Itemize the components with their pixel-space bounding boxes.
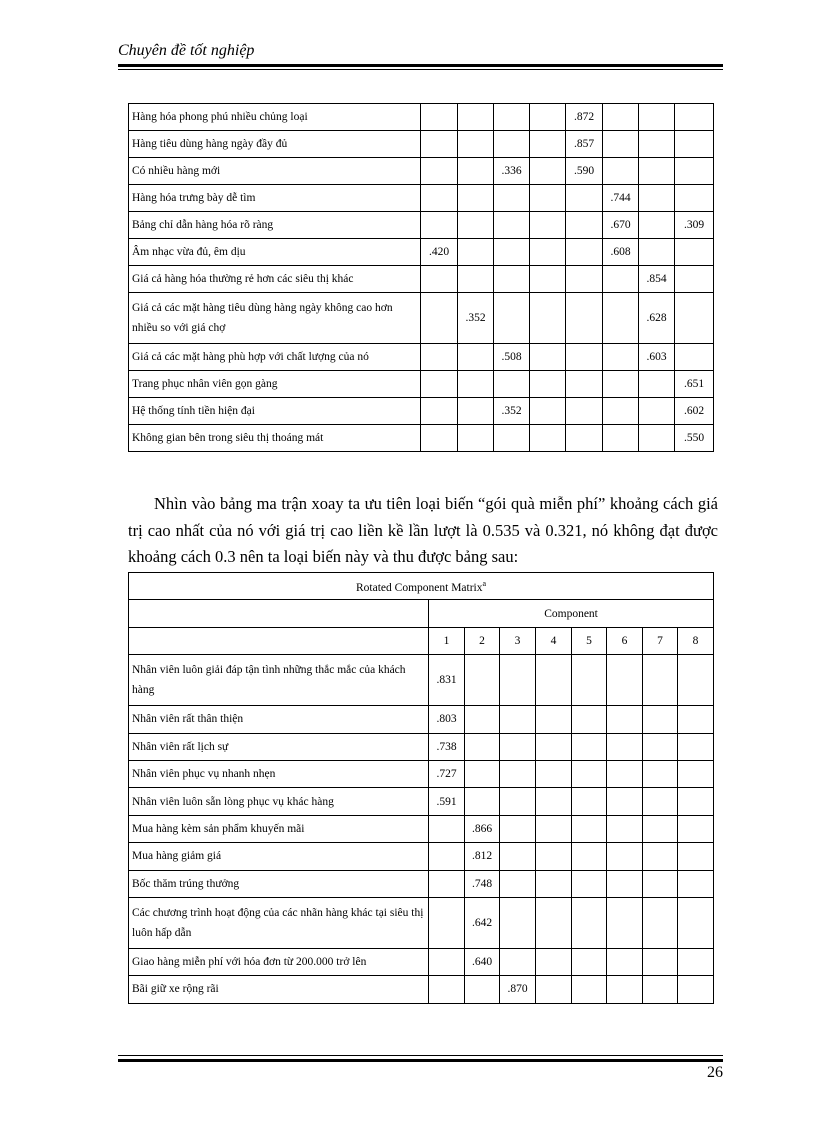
row-label: Mua hàng kèm sản phẩm khuyến mãi <box>129 815 429 842</box>
loading-cell <box>458 131 494 158</box>
row-label: Nhân viên luôn sẵn lòng phục vụ khác hàng <box>129 788 429 815</box>
loading-cell <box>458 185 494 212</box>
loading-cell <box>530 293 566 344</box>
loading-cell <box>465 788 500 815</box>
loading-cell <box>607 706 643 733</box>
loading-cell <box>675 104 714 131</box>
loading-cell <box>465 733 500 760</box>
table-row <box>129 371 714 398</box>
loading-cell <box>530 398 566 425</box>
row-label: Âm nhạc vừa đủ, êm dịu <box>129 239 421 266</box>
loading-cell <box>572 843 607 870</box>
loading-cell <box>607 760 643 787</box>
loading-cell <box>639 158 675 185</box>
loading-cell <box>530 425 566 452</box>
loading-cell <box>603 104 639 131</box>
loading-cell <box>566 212 603 239</box>
loading-cell: .738 <box>429 733 465 760</box>
factor-loading-table-continued <box>128 103 714 452</box>
table-row <box>129 788 714 815</box>
table-row <box>129 897 714 948</box>
row-label: Hàng hóa trưng bày dễ tìm <box>129 185 421 212</box>
page-number: 26 <box>707 1064 723 1081</box>
loading-cell <box>678 655 714 706</box>
loading-cell <box>603 293 639 344</box>
footer-rule-thin <box>118 1055 723 1056</box>
loading-cell: .854 <box>639 266 675 293</box>
matrix-title-superscript: a <box>482 579 487 589</box>
loading-cell <box>603 131 639 158</box>
loading-cell <box>675 293 714 344</box>
table-row <box>129 398 714 425</box>
loading-cell: .748 <box>465 870 500 897</box>
loading-cell <box>536 788 572 815</box>
loading-cell <box>494 239 530 266</box>
loading-cell <box>639 425 675 452</box>
loading-cell <box>458 371 494 398</box>
loading-cell <box>429 948 465 975</box>
loading-cell: .309 <box>675 212 714 239</box>
row-label: Các chương trình hoạt động của các nhãn hàng khác tại siêu thị luôn hấp dẫn <box>129 897 429 948</box>
paragraph-text: Nhìn vào bảng ma trận xoay ta ưu tiên loại biến “gói quà miễn phí” khoảng cách giá trị cao nhất của nó với giá trị cao liền kề lần lượt là 0.535 và 0.321, nó không đạt được khoảng cách 0.3 nên ta loại biến này và thu được bảng sau: <box>128 494 718 566</box>
loading-cell <box>458 425 494 452</box>
loading-cell <box>639 212 675 239</box>
loading-cell <box>421 371 458 398</box>
loading-cell <box>566 398 603 425</box>
header-rule-thin <box>118 69 723 70</box>
loading-cell: .603 <box>639 344 675 371</box>
loading-cell <box>494 425 530 452</box>
loading-cell <box>607 788 643 815</box>
loading-cell <box>465 976 500 1003</box>
header-blank-cell <box>129 627 429 654</box>
loading-cell <box>603 425 639 452</box>
row-label: Bảng chỉ dẫn hàng hóa rõ ràng <box>129 212 421 239</box>
loading-cell <box>678 843 714 870</box>
loading-cell <box>603 371 639 398</box>
table-row <box>129 266 714 293</box>
table-row <box>129 158 714 185</box>
loading-cell: .727 <box>429 760 465 787</box>
loading-cell <box>465 655 500 706</box>
loading-cell <box>429 815 465 842</box>
loading-cell <box>494 371 530 398</box>
loading-cell <box>530 212 566 239</box>
loading-cell: .352 <box>458 293 494 344</box>
loading-cell <box>536 976 572 1003</box>
header-title: Chuyên đề tốt nghiệp <box>118 42 255 59</box>
header-blank-cell <box>129 600 429 627</box>
loading-cell <box>421 425 458 452</box>
loading-cell <box>536 706 572 733</box>
loading-cell <box>429 976 465 1003</box>
table-row <box>129 104 714 131</box>
loading-cell: .670 <box>603 212 639 239</box>
loading-cell <box>643 760 678 787</box>
loading-cell <box>465 760 500 787</box>
loading-cell <box>458 266 494 293</box>
loading-cell <box>607 843 643 870</box>
loading-cell <box>675 185 714 212</box>
loading-cell: .420 <box>421 239 458 266</box>
loading-cell <box>421 293 458 344</box>
header-rule-thick <box>118 64 723 67</box>
loading-cell <box>536 733 572 760</box>
loading-cell <box>607 870 643 897</box>
table-row <box>129 733 714 760</box>
loading-cell <box>603 266 639 293</box>
loading-cell <box>494 185 530 212</box>
loading-cell: .508 <box>494 344 530 371</box>
loading-cell <box>421 212 458 239</box>
loading-cell <box>607 948 643 975</box>
row-label: Trang phục nhân viên gọn gàng <box>129 371 421 398</box>
loading-cell <box>500 897 536 948</box>
loading-cell <box>572 976 607 1003</box>
loading-cell <box>639 131 675 158</box>
loading-cell <box>678 733 714 760</box>
row-label: Nhân viên luôn giải đáp tận tình những thắc mắc của khách hàng <box>129 655 429 706</box>
loading-cell <box>500 815 536 842</box>
rotated-component-matrix-table <box>128 572 714 1004</box>
loading-cell <box>643 870 678 897</box>
loading-cell <box>607 976 643 1003</box>
row-label: Giá cả các mặt hàng tiêu dùng hàng ngày không cao hơn nhiều so với giá chợ <box>129 293 421 344</box>
component-number: 1 <box>429 627 465 654</box>
component-number: 2 <box>465 627 500 654</box>
loading-cell <box>675 344 714 371</box>
loading-cell <box>530 158 566 185</box>
loading-cell: .744 <box>603 185 639 212</box>
table-row <box>129 760 714 787</box>
table-row <box>129 706 714 733</box>
loading-cell <box>643 976 678 1003</box>
loading-cell: .642 <box>465 897 500 948</box>
loading-cell <box>572 815 607 842</box>
loading-cell <box>678 897 714 948</box>
loading-cell: .640 <box>465 948 500 975</box>
table-row <box>129 655 714 706</box>
loading-cell <box>643 655 678 706</box>
loading-cell <box>421 185 458 212</box>
loading-cell <box>675 266 714 293</box>
row-label: Hàng tiêu dùng hàng ngày đầy đủ <box>129 131 421 158</box>
loading-cell <box>530 371 566 398</box>
row-label: Bãi giữ xe rộng rãi <box>129 976 429 1003</box>
loading-cell <box>639 104 675 131</box>
row-label: Giao hàng miễn phí với hóa đơn từ 200.000 trở lên <box>129 948 429 975</box>
table-row <box>129 185 714 212</box>
loading-cell <box>500 843 536 870</box>
loading-cell <box>465 706 500 733</box>
loading-cell <box>458 212 494 239</box>
loading-cell <box>639 239 675 266</box>
row-label: Hàng hóa phong phú nhiều chủng loại <box>129 104 421 131</box>
footer-rule-thick <box>118 1059 723 1062</box>
loading-cell: .872 <box>566 104 603 131</box>
loading-cell <box>536 870 572 897</box>
loading-cell: .870 <box>500 976 536 1003</box>
loading-cell <box>500 788 536 815</box>
component-number: 4 <box>536 627 572 654</box>
loading-cell <box>429 870 465 897</box>
component-number: 6 <box>607 627 643 654</box>
matrix-title <box>129 573 714 600</box>
loading-cell <box>572 706 607 733</box>
loading-cell <box>639 398 675 425</box>
loading-cell <box>494 212 530 239</box>
component-number: 7 <box>643 627 678 654</box>
loading-cell <box>603 158 639 185</box>
loading-cell <box>530 239 566 266</box>
loading-cell <box>566 266 603 293</box>
loading-cell <box>607 897 643 948</box>
loading-cell <box>572 655 607 706</box>
loading-cell <box>458 239 494 266</box>
loading-cell <box>643 706 678 733</box>
loading-cell <box>643 815 678 842</box>
loading-cell: .550 <box>675 425 714 452</box>
matrix-title-text: Rotated Component Matrix <box>356 582 483 595</box>
loading-cell <box>421 158 458 185</box>
loading-cell: .866 <box>465 815 500 842</box>
row-label: Không gian bên trong siêu thị thoáng mát <box>129 425 421 452</box>
table-row <box>129 239 714 266</box>
loading-cell <box>607 815 643 842</box>
loading-cell: .602 <box>675 398 714 425</box>
loading-cell <box>572 788 607 815</box>
loading-cell <box>536 815 572 842</box>
loading-cell <box>572 760 607 787</box>
loading-cell <box>607 733 643 760</box>
loading-cell: .336 <box>494 158 530 185</box>
loading-cell: .803 <box>429 706 465 733</box>
loading-cell <box>566 293 603 344</box>
loading-cell <box>572 870 607 897</box>
loading-cell <box>500 655 536 706</box>
loading-cell <box>530 344 566 371</box>
loading-cell <box>643 897 678 948</box>
loading-cell <box>675 158 714 185</box>
loading-cell <box>500 706 536 733</box>
loading-cell <box>500 870 536 897</box>
row-label: Giá cả hàng hóa thường rẻ hơn các siêu thị khác <box>129 266 421 293</box>
loading-cell: .591 <box>429 788 465 815</box>
loading-cell <box>566 425 603 452</box>
loading-cell <box>643 843 678 870</box>
row-label: Bốc thăm trúng thưởng <box>129 870 429 897</box>
component-header: Component <box>429 600 714 627</box>
row-label: Mua hàng giảm giá <box>129 843 429 870</box>
loading-cell <box>530 266 566 293</box>
loading-cell <box>572 897 607 948</box>
loading-cell <box>678 815 714 842</box>
loading-cell: .857 <box>566 131 603 158</box>
loading-cell <box>566 344 603 371</box>
loading-cell <box>421 344 458 371</box>
loading-cell <box>429 897 465 948</box>
loading-cell <box>530 104 566 131</box>
row-label: Nhân viên rất thân thiện <box>129 706 429 733</box>
loading-cell <box>572 733 607 760</box>
loading-cell <box>678 870 714 897</box>
loading-cell <box>603 398 639 425</box>
loading-cell <box>458 158 494 185</box>
table-row <box>129 293 714 344</box>
table-row <box>129 212 714 239</box>
loading-cell <box>530 131 566 158</box>
loading-cell <box>458 104 494 131</box>
loading-cell <box>421 104 458 131</box>
loading-cell: .352 <box>494 398 530 425</box>
loading-cell <box>678 788 714 815</box>
loading-cell: .831 <box>429 655 465 706</box>
loading-cell <box>500 948 536 975</box>
loading-cell <box>566 239 603 266</box>
loading-cell <box>536 843 572 870</box>
loading-cell <box>678 760 714 787</box>
loading-cell <box>639 371 675 398</box>
table-row <box>129 131 714 158</box>
component-number: 8 <box>678 627 714 654</box>
loading-cell: .812 <box>465 843 500 870</box>
loading-cell <box>678 948 714 975</box>
loading-cell <box>566 185 603 212</box>
loading-cell <box>566 371 603 398</box>
loading-cell <box>494 266 530 293</box>
loading-cell <box>643 733 678 760</box>
row-label: Giá cả các mặt hàng phù hợp với chất lượng của nó <box>129 344 421 371</box>
table-row <box>129 948 714 975</box>
loading-cell <box>421 266 458 293</box>
table-row <box>129 344 714 371</box>
row-label: Nhân viên phục vụ nhanh nhẹn <box>129 760 429 787</box>
loading-cell <box>494 104 530 131</box>
row-label: Nhân viên rất lịch sự <box>129 733 429 760</box>
loading-cell: .628 <box>639 293 675 344</box>
loading-cell <box>494 131 530 158</box>
component-number: 3 <box>500 627 536 654</box>
table-row <box>129 425 714 452</box>
loading-cell <box>678 706 714 733</box>
loading-cell: .590 <box>566 158 603 185</box>
loading-cell <box>536 897 572 948</box>
body-paragraph <box>128 491 718 571</box>
loading-cell <box>421 131 458 158</box>
loading-cell <box>675 131 714 158</box>
loading-cell: .651 <box>675 371 714 398</box>
loading-cell <box>536 655 572 706</box>
row-label: Có nhiều hàng mới <box>129 158 421 185</box>
loading-cell <box>458 398 494 425</box>
loading-cell <box>500 760 536 787</box>
loading-cell <box>421 398 458 425</box>
loading-cell <box>639 185 675 212</box>
row-label: Hệ thống tính tiền hiện đại <box>129 398 421 425</box>
loading-cell <box>494 293 530 344</box>
loading-cell <box>536 948 572 975</box>
loading-cell <box>643 948 678 975</box>
loading-cell <box>530 185 566 212</box>
loading-cell <box>572 948 607 975</box>
loading-cell <box>675 239 714 266</box>
table-row <box>129 870 714 897</box>
loading-cell <box>500 733 536 760</box>
loading-cell <box>536 760 572 787</box>
loading-cell <box>643 788 678 815</box>
loading-cell <box>678 976 714 1003</box>
table-row <box>129 976 714 1003</box>
loading-cell <box>607 655 643 706</box>
loading-cell <box>603 344 639 371</box>
loading-cell: .608 <box>603 239 639 266</box>
table-row <box>129 815 714 842</box>
loading-cell <box>458 344 494 371</box>
loading-cell <box>429 843 465 870</box>
component-number: 5 <box>572 627 607 654</box>
table-row <box>129 843 714 870</box>
